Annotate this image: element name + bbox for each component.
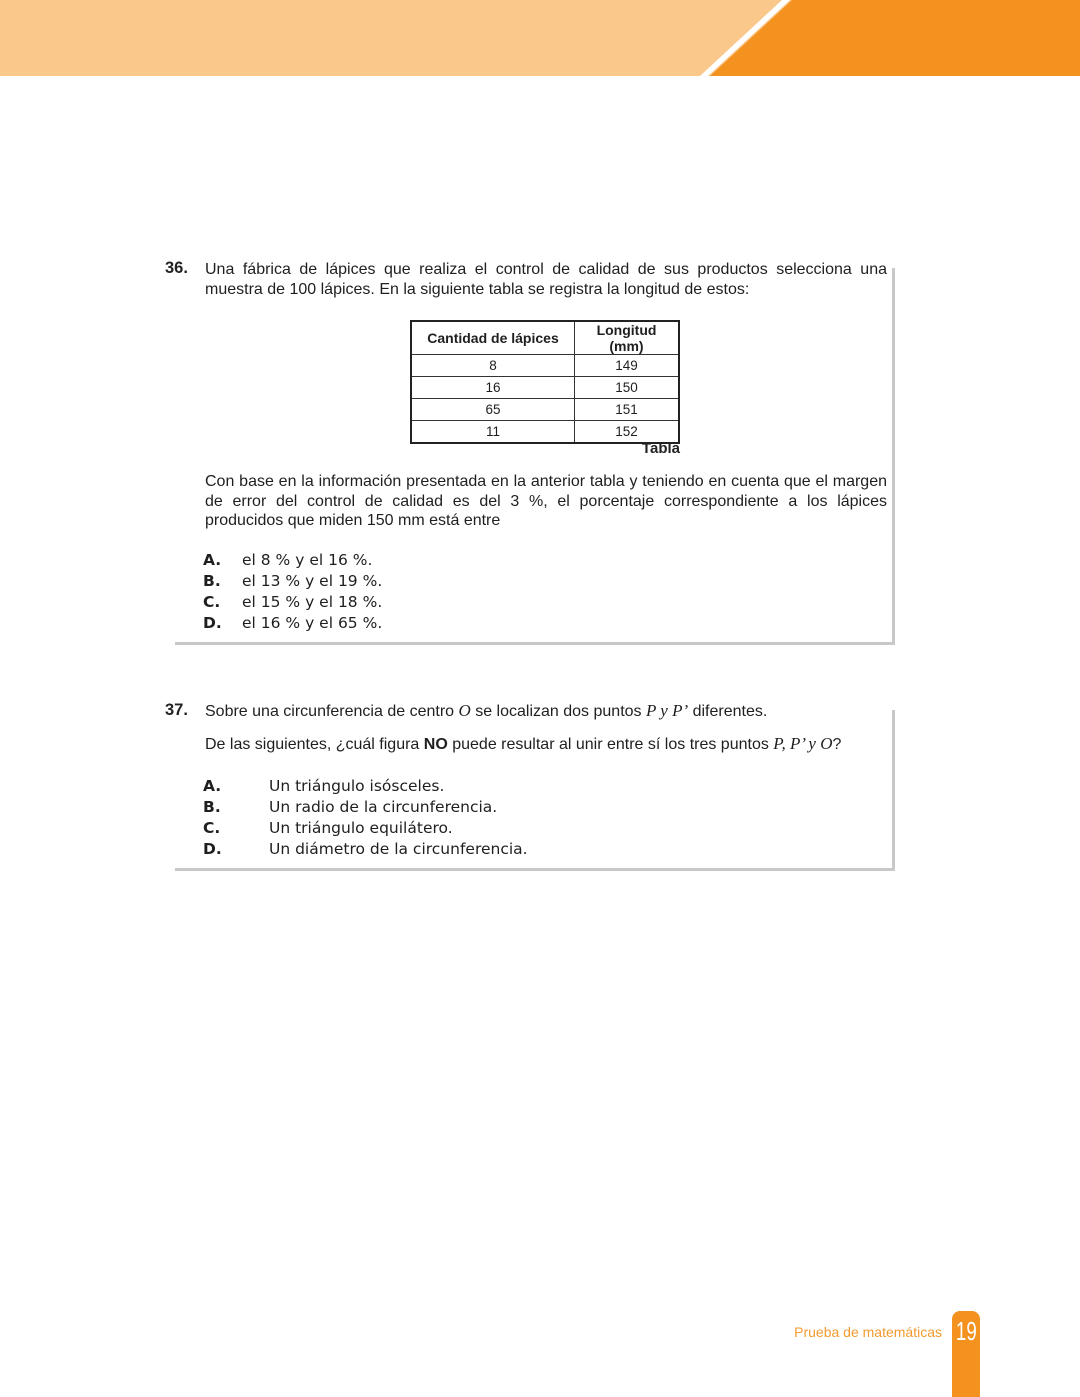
prompt-emphasis: NO [423,736,448,753]
table-cell-quantity: 11 [411,421,575,444]
option-letter: A. [203,777,222,796]
option-letter: C. [203,592,221,611]
question-prompt [205,734,887,755]
option-text: el 16 % y el 65 %. [242,613,383,632]
option-letter: A. [203,551,222,570]
question-prompt: Con base en la información presentada en la anterior tabla y teniendo en cuenta que el margen de error del control de calidad es del 3 %, el porcentaje correspondiente a los lápices producidos que miden 150 mm está entre [205,473,887,529]
table-cell-quantity: 8 [411,355,575,377]
question-number: 36. [165,259,188,277]
option-text: el 8 % y el 16 %. [242,551,373,570]
question-intro: Una fábrica de lápices que realiza el control de calidad de sus productos selecciona una muestra de 100 lápices. En la siguiente tabla se registra la longitud de estos: [205,261,887,298]
answer-option-d[interactable] [203,838,528,859]
answer-option-a[interactable] [203,776,528,797]
option-letter: C. [203,818,221,837]
points-label: P, P’ y O [773,734,833,753]
table-cell-length: 151 [575,399,680,421]
option-text: el 15 % y el 18 %. [242,592,383,611]
prompt-text: ? [832,736,842,753]
question-statement [205,701,887,722]
table-cell-length: 150 [575,377,680,399]
table-caption: Tabla [641,440,680,457]
prompt-text: De las siguientes, ¿cuál figura [205,736,424,753]
statement-text: diferentes. [688,703,768,720]
answer-options [203,776,528,859]
question-number: 37. [165,701,188,719]
points-label: P y P’ [645,701,689,720]
option-letter: B. [203,798,221,817]
option-letter: D. [203,839,222,858]
option-letter: B. [203,572,221,591]
center-point-label: O [458,701,471,720]
statement-text: Sobre una circunferencia de centro [205,703,459,720]
page-number: 19 [955,1316,977,1346]
prompt-text: puede resultar al unir entre sí los tres puntos [447,736,774,753]
table-cell-length: 152 [575,421,680,444]
table-cell-quantity: 16 [411,377,575,399]
option-text: Un triángulo equilátero. [269,818,453,837]
footer-label: Prueba de matemáticas [794,1324,942,1340]
statement-text: se localizan dos puntos [470,703,646,720]
answer-option-b[interactable] [203,797,528,818]
option-text: Un triángulo isósceles. [269,777,445,796]
option-text: Un diámetro de la circunferencia. [269,839,528,858]
table-cell-length: 149 [575,355,680,377]
answer-option-c[interactable] [203,818,528,839]
option-letter: D. [203,613,222,632]
table-header-length: Longitud (mm) [575,321,680,355]
table-header-quantity: Cantidad de lápices [411,321,575,355]
option-text: el 13 % y el 19 %. [242,572,383,591]
table-cell-quantity: 65 [411,399,575,421]
option-text: Un radio de la circunferencia. [269,798,498,817]
